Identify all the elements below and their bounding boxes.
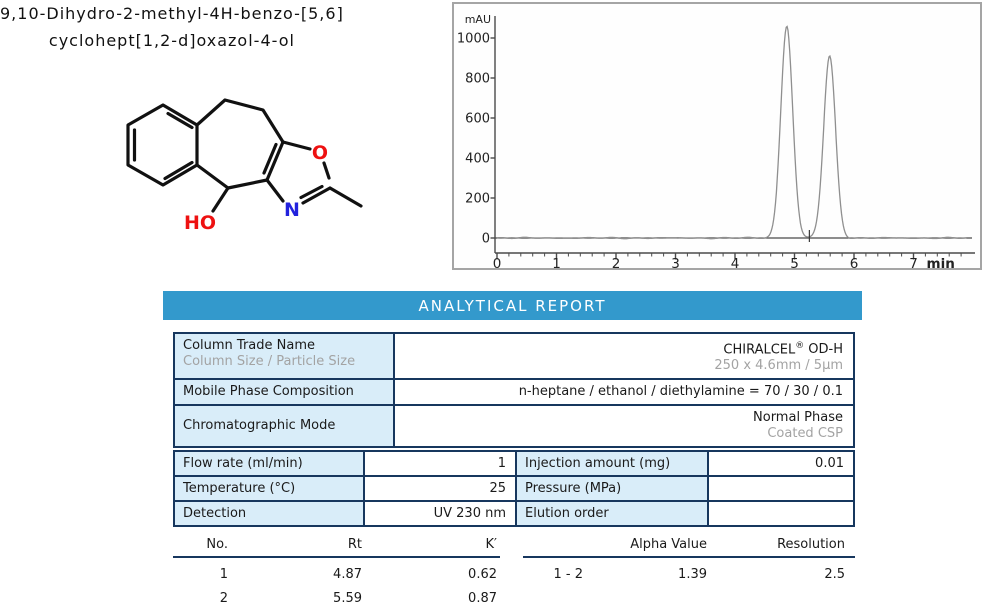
elution-order-value <box>709 502 853 525</box>
col-header-rt: Rt <box>347 537 362 552</box>
svg-text:200: 200 <box>465 191 490 207</box>
temperature-label: Temperature (°C) <box>175 477 365 500</box>
svg-text:600: 600 <box>465 111 490 127</box>
compound-name-line1: 9,10-Dihydro-2-methyl-4H-benzo-[5,6] <box>0 4 344 23</box>
chart-axis-labels <box>457 13 955 268</box>
column-size-value: 250 x 4.6mm / 5µm <box>714 358 843 374</box>
injection-amount-label: Injection amount (mg) <box>515 452 709 475</box>
svg-text:min: min <box>926 256 955 268</box>
operating-conditions-table <box>173 450 855 527</box>
pressure-label: Pressure (MPa) <box>515 477 709 500</box>
svg-text:2: 2 <box>611 256 621 268</box>
table-row: 1 4.87 0.62 <box>219 567 497 582</box>
chromatographic-mode-label: Chromatographic Mode <box>175 406 395 446</box>
chromatographic-mode-value: Normal Phase Coated CSP <box>395 406 853 446</box>
temperature-value: 25 <box>365 477 515 500</box>
svg-text:400: 400 <box>465 151 490 167</box>
report-header-bar <box>163 291 862 320</box>
chemical-structure-drawing <box>95 80 395 250</box>
chromatogram-trace <box>497 27 967 243</box>
column-info-table <box>173 332 855 448</box>
table-row <box>175 475 853 500</box>
mobile-phase-value: n-heptane / ethanol / diethylamine = 70 / 30 / 0.1 <box>395 380 853 404</box>
flow-rate-label: Flow rate (ml/min) <box>175 452 365 475</box>
svg-text:800: 800 <box>465 71 490 87</box>
svg-text:6: 6 <box>849 256 859 268</box>
svg-text:3: 3 <box>671 256 680 268</box>
chromatogram-panel <box>452 2 982 270</box>
detection-value: UV 230 nm <box>365 502 515 525</box>
hydroxyl-label: HO <box>183 212 217 234</box>
chromatogram-plot <box>454 4 980 268</box>
table-row <box>175 334 853 378</box>
svg-text:4: 4 <box>730 256 740 268</box>
nitrogen-atom-label: N <box>284 199 300 221</box>
table-row: 2 5.59 0.87 <box>219 591 497 606</box>
oxygen-atom-label: O <box>311 142 329 164</box>
column-trade-name-value: CHIRALCEL® OD-H 250 x 4.6mm / 5µm <box>395 334 853 378</box>
flow-rate-value: 1 <box>365 452 515 475</box>
mobile-phase-label: Mobile Phase Composition <box>175 380 395 404</box>
detection-label: Detection <box>175 502 365 525</box>
col-header-resolution: Resolution <box>777 537 845 552</box>
results-header-row <box>523 537 855 558</box>
registered-trademark-symbol: ® <box>795 341 805 351</box>
hydroxyl-bond <box>213 188 228 211</box>
elution-order-label: Elution order <box>515 502 709 525</box>
table-row <box>175 452 853 475</box>
column-trade-name-label: Column Trade Name Column Size / Particle Size <box>175 334 395 378</box>
benzene-ring <box>128 105 197 185</box>
methyl-bond <box>330 188 361 206</box>
report-header-title: ANALYTICAL REPORT <box>418 296 607 315</box>
svg-text:0: 0 <box>492 256 502 268</box>
chart-axes <box>491 16 976 260</box>
svg-text:1000: 1000 <box>456 31 490 47</box>
table-row: 1 - 2 1.39 2.5 <box>553 567 845 582</box>
table-row <box>175 378 853 404</box>
svg-text:1: 1 <box>552 256 561 268</box>
svg-text:mAU: mAU <box>464 13 491 26</box>
results-header-row <box>173 537 500 558</box>
compound-name-line2: cyclohept[1,2-d]oxazol-4-ol <box>48 31 295 50</box>
svg-text:0: 0 <box>481 231 490 247</box>
injection-amount-value: 0.01 <box>709 452 853 475</box>
separation-results-table <box>523 537 855 582</box>
table-row <box>175 404 853 446</box>
seven-membered-ring <box>197 100 283 188</box>
table-row <box>175 500 853 525</box>
col-header-pair <box>523 537 583 552</box>
compound-name <box>0 0 344 54</box>
pressure-value <box>709 477 853 500</box>
svg-text:5: 5 <box>790 256 799 268</box>
col-header-kprime: K′ <box>485 537 497 552</box>
retention-results-table <box>173 537 500 606</box>
svg-text:7: 7 <box>909 256 918 268</box>
col-header-alpha: Alpha Value <box>630 537 707 552</box>
col-header-no: No. <box>206 537 228 552</box>
